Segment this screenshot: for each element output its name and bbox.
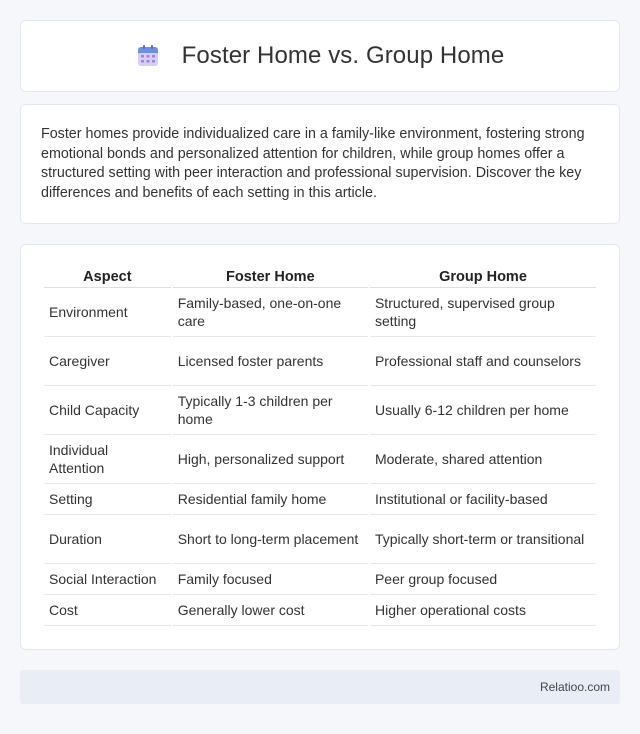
table-cell: Setting bbox=[44, 484, 171, 515]
table-cell: Social Interaction bbox=[44, 564, 171, 595]
table-cell: Residential family home bbox=[173, 484, 368, 515]
footer bbox=[20, 670, 620, 704]
table-cell: Usually 6-12 children per home bbox=[370, 386, 596, 435]
table-row bbox=[44, 564, 596, 595]
page-title: Foster Home vs. Group Home bbox=[181, 42, 505, 69]
title-card bbox=[20, 20, 620, 92]
table-cell: Moderate, shared attention bbox=[370, 435, 596, 484]
table-header-row bbox=[44, 265, 596, 288]
table-cell: Environment bbox=[44, 288, 171, 337]
footer-brand: Relatioo.com bbox=[539, 680, 610, 694]
intro-text: Foster homes provide individualized care in a family-like environment, fostering strong emotional bonds and personalized attention for children, while group homes offer a structured setting with peer interaction and professional supervision. Discover the key differences and benefits of each setting in this article. bbox=[41, 126, 585, 201]
column-header-foster-home: Foster Home bbox=[173, 265, 368, 288]
table-cell: Family-based, one-on-one care bbox=[173, 288, 368, 337]
comparison-table bbox=[42, 265, 598, 626]
table-row bbox=[44, 595, 596, 626]
table-cell: Structured, supervised group setting bbox=[370, 288, 596, 337]
comparison-card bbox=[20, 244, 620, 650]
table-cell: Duration bbox=[44, 515, 171, 564]
table-row bbox=[44, 337, 596, 386]
table-cell: Licensed foster parents bbox=[173, 337, 368, 386]
column-header-group-home: Group Home bbox=[370, 265, 596, 288]
column-header-aspect: Aspect bbox=[44, 265, 171, 288]
table-cell: Family focused bbox=[173, 564, 368, 595]
table-cell: Caregiver bbox=[44, 337, 171, 386]
table-cell: Peer group focused bbox=[370, 564, 596, 595]
table-row bbox=[44, 515, 596, 564]
table-cell: Short to long-term placement bbox=[173, 515, 368, 564]
table-row bbox=[44, 435, 596, 484]
table-cell: Typically 1-3 children per home bbox=[173, 386, 368, 435]
table-cell: Individual Attention bbox=[44, 435, 171, 484]
table-cell: Typically short-term or transitional bbox=[370, 515, 596, 564]
intro-card bbox=[20, 104, 620, 224]
calendar-icon bbox=[136, 44, 160, 68]
table-row bbox=[44, 288, 596, 337]
table-cell: Institutional or facility-based bbox=[370, 484, 596, 515]
table-cell: Generally lower cost bbox=[173, 595, 368, 626]
table-cell: High, personalized support bbox=[173, 435, 368, 484]
table-row bbox=[44, 386, 596, 435]
table-cell: Professional staff and counselors bbox=[370, 337, 596, 386]
table-cell: Cost bbox=[44, 595, 171, 626]
table-row bbox=[44, 484, 596, 515]
table-cell: Child Capacity bbox=[44, 386, 171, 435]
table-cell: Higher operational costs bbox=[370, 595, 596, 626]
